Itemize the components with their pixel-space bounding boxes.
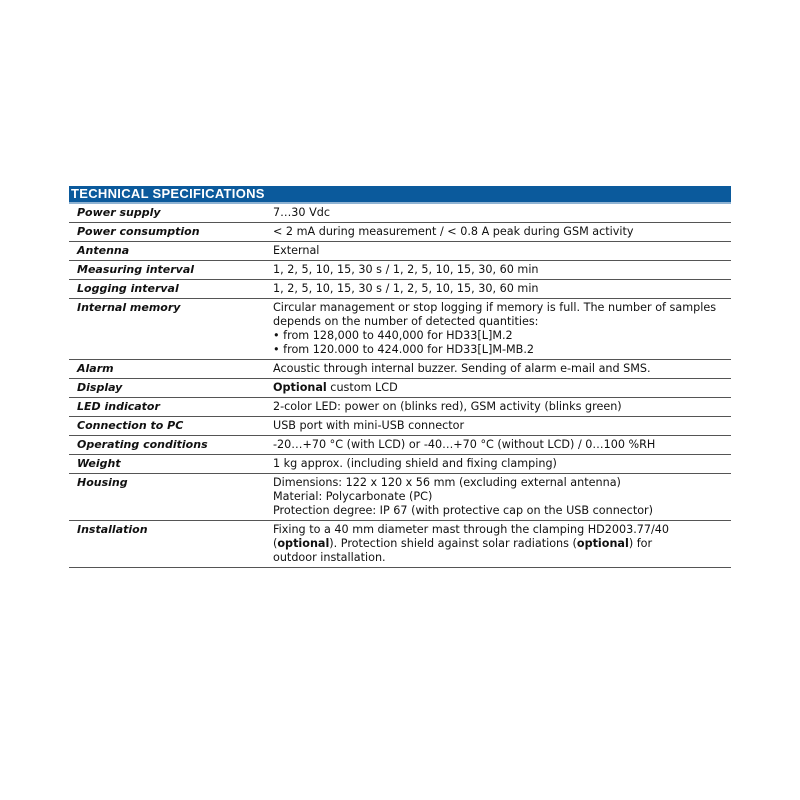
spec-value: 1, 2, 5, 10, 15, 30 s / 1, 2, 5, 10, 15, 30, 60 min	[273, 263, 539, 276]
spec-label: Operating conditions	[77, 438, 208, 451]
spec-value-line: Circular management or stop logging if memory is full. The number of samples	[273, 301, 717, 314]
table-row	[69, 521, 731, 568]
spec-value: Acoustic through internal buzzer. Sending of alarm e-mail and SMS.	[273, 362, 651, 375]
spec-value: < 2 mA during measurement / < 0.8 A peak during GSM activity	[273, 225, 634, 238]
spec-value-text: ) for	[628, 537, 653, 550]
spec-value: 1 kg approx. (including shield and fixing clamping)	[273, 457, 557, 470]
table-row	[69, 379, 731, 398]
table-row	[69, 436, 731, 455]
spec-value: 2-color LED: power on (blinks red), GSM activity (blinks green)	[273, 400, 622, 413]
spec-value-line: Fixing to a 40 mm diameter mast through the clamping HD2003.77/40	[273, 523, 670, 536]
spec-label: Antenna	[77, 244, 130, 257]
spec-label: Installation	[77, 523, 148, 536]
specifications-table	[69, 204, 731, 568]
spec-value-text: ). Protection shield against solar radiations (	[329, 537, 577, 550]
table-row	[69, 398, 731, 417]
spec-value-line	[273, 537, 731, 551]
spec-label: Internal memory	[77, 301, 181, 314]
spec-label: Power consumption	[77, 225, 200, 238]
spec-value	[267, 521, 731, 568]
table-row	[69, 280, 731, 299]
spec-value-line: Dimensions: 122 x 120 x 56 mm (excluding external antenna)	[273, 476, 621, 489]
spec-label: Weight	[77, 457, 121, 470]
table-row	[69, 299, 731, 360]
spec-value: External	[273, 244, 320, 257]
table-row	[69, 242, 731, 261]
spec-value	[267, 299, 731, 360]
spec-value-line: Protection degree: IP 67 (with protective cap on the USB connector)	[273, 504, 654, 517]
spec-value: USB port with mini-USB connector	[273, 419, 465, 432]
spec-value-bold: optional	[277, 537, 330, 550]
spec-value-line: depends on the number of detected quantities:	[273, 315, 539, 328]
table-row	[69, 204, 731, 223]
spec-value	[267, 379, 731, 398]
spec-value-bold: optional	[576, 537, 629, 550]
spec-label: Housing	[77, 476, 128, 489]
spec-value: 1, 2, 5, 10, 15, 30 s / 1, 2, 5, 10, 15, 30, 60 min	[273, 282, 539, 295]
spec-value-text: (	[273, 537, 278, 550]
spec-value-line: outdoor installation.	[273, 551, 386, 564]
spec-value: -20…+70 °C (with LCD) or -40…+70 °C (without LCD) / 0…100 %RH	[273, 438, 656, 451]
table-row	[69, 474, 731, 521]
spec-label: Measuring interval	[77, 263, 195, 276]
spec-label: Connection to PC	[77, 419, 184, 432]
spec-label: Power supply	[77, 206, 161, 219]
spec-label: LED indicator	[77, 400, 160, 413]
spec-value-bold: Optional	[273, 381, 327, 394]
spec-value-line: • from 128,000 to 440,000 for HD33[L]M.2	[273, 329, 513, 342]
spec-value-line: Material: Polycarbonate (PC)	[273, 490, 433, 503]
spec-label: Display	[77, 381, 123, 394]
spec-value-line: • from 120.000 to 424.000 for HD33[L]M-MB.2	[273, 343, 535, 356]
spec-value	[267, 474, 731, 521]
section-title: TECHNICAL SPECIFICATIONS	[69, 186, 731, 204]
spec-label: Alarm	[77, 362, 114, 375]
table-row	[69, 261, 731, 280]
spec-value-text: custom LCD	[326, 381, 398, 394]
spec-value: 7…30 Vdc	[273, 206, 331, 219]
spec-label: Logging interval	[77, 282, 179, 295]
table-row	[69, 360, 731, 379]
table-row	[69, 455, 731, 474]
technical-specifications-section	[69, 186, 731, 568]
table-row	[69, 223, 731, 242]
table-row	[69, 417, 731, 436]
